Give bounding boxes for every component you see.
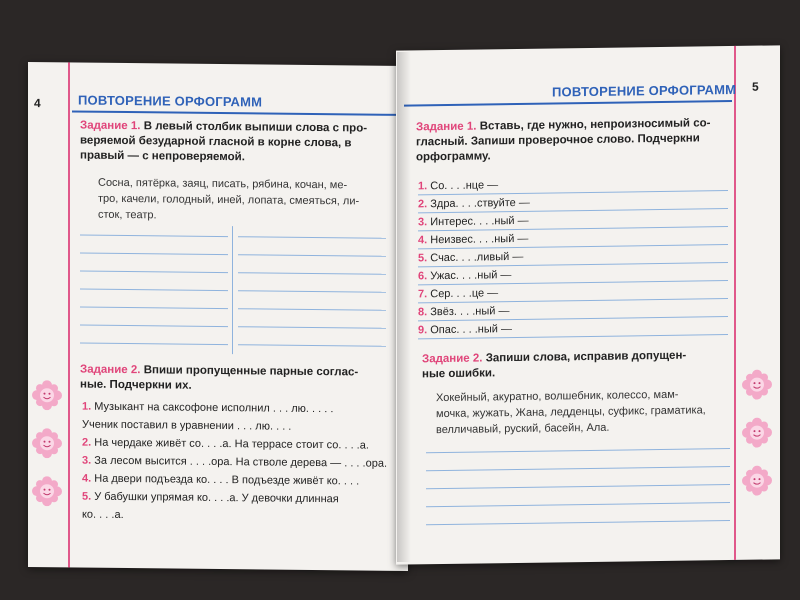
answer-line bbox=[426, 502, 730, 507]
list-item: 4. Неизвес. . . .ный — bbox=[418, 232, 529, 247]
word-list-line-3: велличавый, руский, басейн, Ала. bbox=[436, 421, 610, 437]
list-item: 3. За лесом высится . . . .ора. На стволе дерева — . . . .ора. bbox=[82, 454, 388, 470]
word-list-line-1: Хокейный, акуратно, волшебник, колессо, мам- bbox=[436, 388, 679, 405]
list-item: 7. Сер. . . .це — bbox=[418, 287, 499, 301]
task1-instruction-3: правый — с непроверяемой. bbox=[80, 149, 245, 164]
page-number: 5 bbox=[752, 79, 759, 94]
list-item: 1. Музыкант на саксофоне исполнил . . . лю. . . . . bbox=[82, 400, 334, 416]
answer-line bbox=[238, 290, 386, 293]
list-item: Ученик поставил в уравнении . . . лю. . . . bbox=[82, 418, 292, 433]
task1-answer-area bbox=[28, 62, 408, 66]
task1-word-list bbox=[98, 175, 398, 226]
page-header: ПОВТОРЕНИЕ ОРФОГРАММ bbox=[78, 92, 263, 110]
task1-instruction-1: В левый столбик выпиши слова с про- bbox=[143, 120, 368, 135]
flower-sun-icon bbox=[742, 369, 772, 399]
answer-line bbox=[238, 308, 386, 311]
task1-label: Задание 1. bbox=[80, 119, 141, 133]
task2-label: Задание 2. bbox=[80, 363, 141, 377]
task1-heading bbox=[80, 119, 400, 167]
book-spine-shadow bbox=[397, 52, 411, 562]
list-item: 3. Интерес. . . .ный — bbox=[418, 214, 529, 229]
word-list-line-2: мочка, жужать, Жана, ледденцы, суфикс, граматика, bbox=[436, 404, 706, 421]
task2-instruction-2: ные ошибки. bbox=[422, 367, 496, 381]
task1-instruction-2: веряемой безударной гласной в корне слова, в bbox=[80, 134, 352, 150]
answer-line bbox=[80, 307, 228, 310]
answer-line bbox=[80, 271, 228, 274]
answer-line bbox=[238, 326, 386, 329]
right-margin-line bbox=[734, 46, 736, 560]
list-item: 5. Счас. . . .ливый — bbox=[418, 250, 524, 265]
list-item: 5. У бабушки упрямая ко. . . .а. У девочки длинная bbox=[82, 490, 339, 506]
task2-heading bbox=[80, 363, 400, 396]
page-header: ПОВТОРЕНИЕ ОРФОГРАММ bbox=[552, 81, 737, 100]
flower-sun-icon bbox=[32, 476, 62, 506]
list-item: 2. Здра. . . .ствуйте — bbox=[418, 196, 530, 211]
word-list-line-3: сток, театр. bbox=[98, 208, 157, 222]
right-page bbox=[396, 45, 780, 564]
word-list-line-1: Сосна, пятёрка, заяц, писать, рябина, кочан, ме- bbox=[98, 176, 348, 192]
answer-line bbox=[426, 484, 730, 489]
answer-line bbox=[238, 272, 386, 275]
flower-sun-icon bbox=[742, 465, 772, 495]
answer-line bbox=[80, 343, 228, 346]
flower-sun-icon bbox=[32, 380, 62, 410]
task2-answer-area bbox=[396, 45, 780, 50]
answer-line bbox=[426, 466, 730, 471]
task1-label: Задание 1. bbox=[416, 120, 477, 134]
list-item: 6. Ужас. . . .ный — bbox=[418, 269, 512, 283]
task2-word-list bbox=[436, 386, 734, 438]
flower-sun-icon bbox=[742, 417, 772, 447]
column-divider bbox=[232, 226, 233, 354]
page-number: 4 bbox=[34, 96, 41, 111]
list-item: 1. Со. . . .нце — bbox=[418, 179, 499, 193]
answer-line bbox=[80, 289, 228, 292]
list-item: 2. На чердаке живёт со. . . .а. На террасе стоит со. . . .а. bbox=[82, 436, 369, 452]
answer-line bbox=[426, 520, 730, 525]
list-item: 9. Опас. . . .ный — bbox=[418, 323, 512, 337]
list-item: ко. . . .а. bbox=[82, 508, 124, 522]
answer-line bbox=[238, 344, 386, 347]
task2-instruction-1: Запиши слова, исправив допущен- bbox=[485, 349, 687, 365]
answer-line bbox=[238, 236, 386, 239]
header-underline bbox=[72, 110, 402, 115]
task2-label: Задание 2. bbox=[422, 352, 483, 366]
list-item: 4. На двери подъезда ко. . . . В подъезде живёт ко. . . . bbox=[82, 472, 360, 488]
answer-line bbox=[426, 448, 730, 453]
left-margin-line bbox=[68, 62, 70, 567]
list-item: 8. Звёз. . . .ный — bbox=[418, 305, 510, 319]
flower-sun-icon bbox=[32, 428, 62, 458]
task1-instruction-3: орфограмму. bbox=[416, 150, 491, 164]
answer-line bbox=[80, 325, 228, 328]
answer-line bbox=[80, 253, 228, 256]
task2-instruction-2: ные. Подчеркни их. bbox=[80, 378, 192, 392]
header-underline bbox=[404, 100, 732, 107]
left-page bbox=[28, 62, 408, 571]
word-list-line-2: тро, качели, голодный, иней, лопата, смеяться, ли- bbox=[98, 192, 360, 208]
task1-instruction-1: Вставь, где нужно, непроизносимый со- bbox=[479, 117, 711, 133]
answer-line bbox=[80, 235, 228, 238]
task2-heading bbox=[422, 348, 734, 382]
task2-instruction-1: Впиши пропущенные парные соглас- bbox=[143, 364, 359, 379]
task1-instruction-2: гласный. Запиши проверочное слово. Подчеркни bbox=[416, 132, 700, 149]
task1-heading bbox=[416, 116, 734, 165]
answer-line bbox=[238, 254, 386, 257]
